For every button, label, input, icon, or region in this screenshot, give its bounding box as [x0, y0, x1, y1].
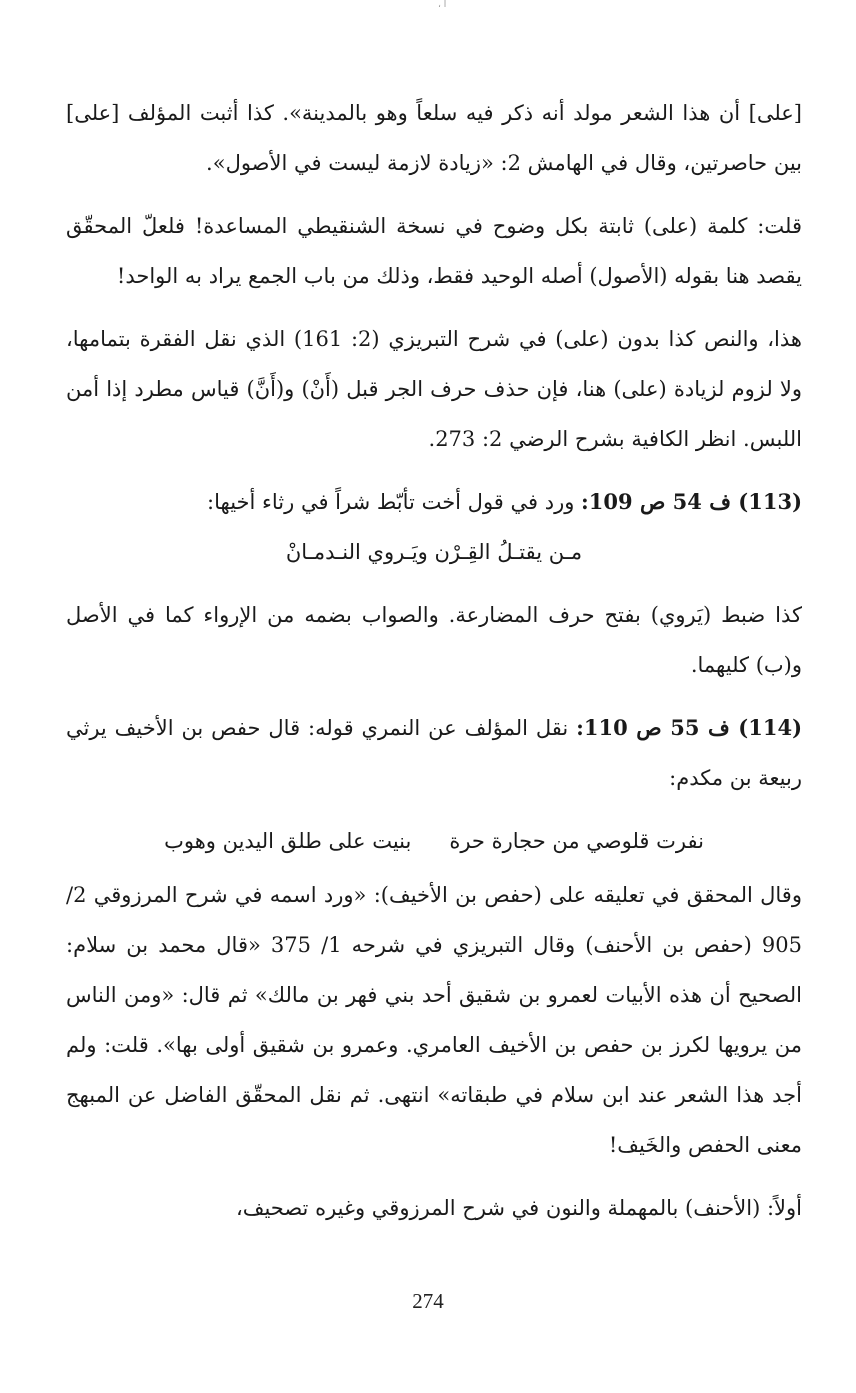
paragraph-1: [على] أن هذا الشعر مولد أنه ذكر فيه سلعاً وهو بالمدينة». كذا أثبت المؤلف [على] بين حاصرتين، وقال في الهامش 2: «زيادة لازمة ليست في الأصول».: [66, 101, 802, 175]
entry-114: [66, 703, 802, 803]
page-body: [66, 88, 802, 1233]
verse-line: مـن يقتـلُ القِـرْن ويَـروي النـدمـانْ: [285, 540, 583, 564]
paragraph-5: كذا ضبط (يَروي) بفتح حرف المضارعة. والصواب بضمه من الإرواء كما في الأصل و(ب) كليهما.: [66, 603, 802, 677]
paragraph-7: وقال المحقق في تعليقه على (حفص بن الأخيف): «ورد اسمه في شرح المرزوقي 2/ 905 (حفص بن الأحنف) وقال التبريزي في شرحه 1/ 375 «قال محمد بن سلام: الصحيح أن هذه الأبيات لعمرو بن شقيق أحد بني فهر بن مالك» ثم قال: «ومن الناس من يرويها لكرز بن حفص بن الأخيف العامري. وعمرو بن شقيق أولى بها». قلت: ولم أجد هذا الشعر عند ابن سلام في طبقاته» انتهى. ثم نقل المحقّق الفاضل عن المبهج معنى الحفص والخَيف!: [66, 883, 802, 1157]
verse-couplet: [66, 816, 802, 866]
paragraph-2: قلت: كلمة (على) ثابتة بكل وضوح في نسخة الشنقيطي المساعدة! فلعلّ المحقّق يقصد هنا بقوله (الأصول) أصله الوحيد فقط، وذلك من باب الجمع يراد به الواحد!: [66, 214, 802, 288]
couplet-second-hemistich: بنيت على طلق اليدين وهوب: [164, 829, 412, 853]
couplet-first-hemistich: نفرت قلوصي من حجارة حرة: [449, 829, 704, 853]
entry-113: [66, 477, 802, 527]
paragraph-8: أولاً: (الأحنف) بالمهملة والنون في شرح المرزوقي وغيره تصحيف،: [235, 1196, 802, 1220]
page-number: 274: [412, 1289, 444, 1313]
entry-114-text: نقل المؤلف عن النمري قوله: قال حفص بن الأخيف يرثي ربيعة بن مكدم:: [66, 716, 802, 790]
entry-114-heading: (114) ف 55 ص 110:: [576, 715, 802, 740]
entry-113-heading: (113) ف 54 ص 109:: [581, 489, 802, 514]
scan-mark: ، ا: [438, 0, 447, 10]
entry-113-text: ورد في قول أخت تأبّط شراً في رثاء أخيها:: [207, 490, 582, 514]
paragraph-3: هذا، والنص كذا بدون (على) في شرح التبريزي (2: 161) الذي نقل الفقرة بتمامها، ولا لزوم لزيادة (على) هنا، فإن حذف حرف الجر قبل (أَنْ) و(أَنَّ) قياس مطرد إذا أمن اللبس. انظر الكافية بشرح الرضي 2: 273.: [66, 327, 802, 451]
